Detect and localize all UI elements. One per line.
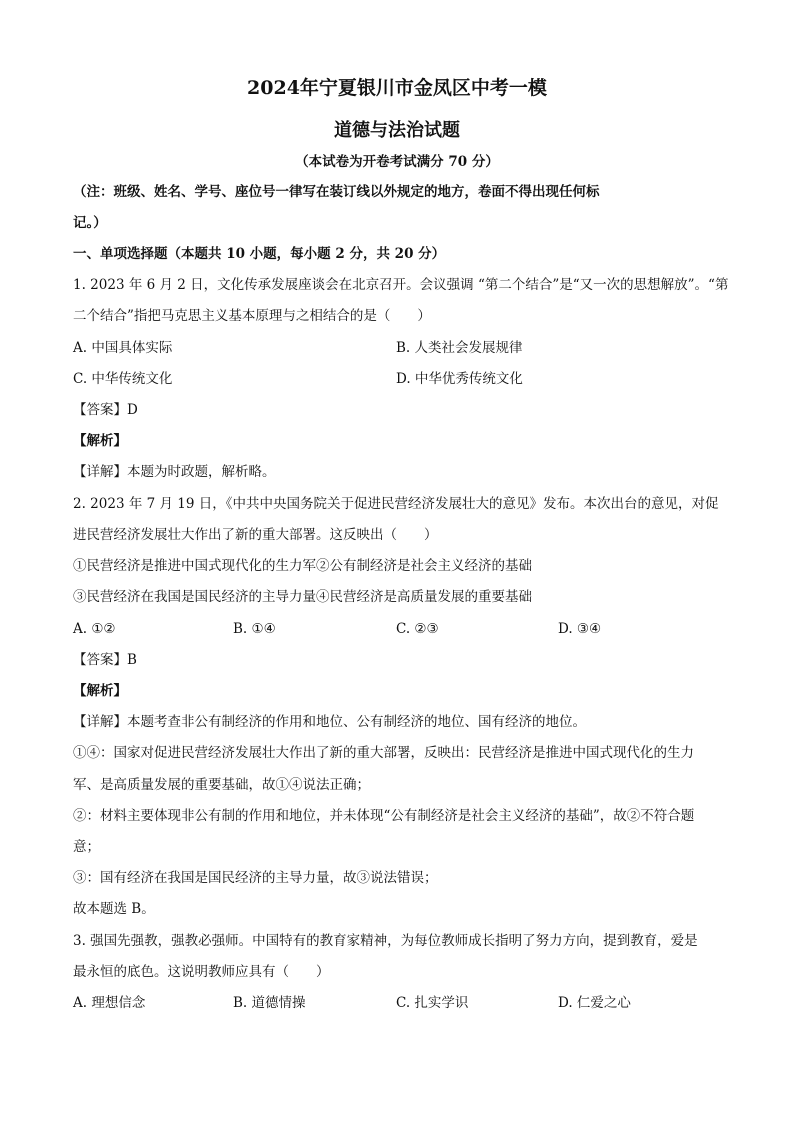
q2-detail: 【详解】本题考查非公有制经济的作用和地位、公有制经济的地位、国有经济的地位。 (73, 714, 586, 730)
notice-line-2: 记。） (73, 215, 107, 231)
q3-option-c: C. 扎实学识 (396, 995, 469, 1011)
q2-stem-line-1: 2. 2023 年 7 月 19 日，《中共中央国务院关于促进民营经济发展壮大的意见》发布。本次出台的意见，对促 (73, 496, 719, 512)
q2-conclusion: 故本题选 B。 (73, 901, 155, 917)
q1-option-b: B. 人类社会发展规律 (396, 340, 523, 356)
q2-statement-line-2: ③民营经济在我国是国民经济的主导力量④民营经济是高质量发展的重要基础 (73, 589, 532, 605)
q1-option-d: D. 中华优秀传统文化 (396, 371, 523, 387)
notice-line-1: （注：班级、姓名、学号、座位号一律写在装订线以外规定的地方，卷面不得出现任何标 (73, 184, 600, 200)
q2-statement-line-1: ①民营经济是推进中国式现代化的生力军②公有制经济是社会主义经济的基础 (73, 558, 532, 574)
q2-option-c: C. ②③ (396, 621, 439, 637)
q3-option-d: D. 仁爱之心 (558, 995, 631, 1011)
q3-stem-line-1: 3. 强国先强教，强教必强师。中国特有的教育家精神，为每位教师成长指明了努力方向，提到教育，爱是 (73, 933, 698, 949)
q1-analysis-label: 【解析】 (73, 433, 127, 449)
q2-explanation-2-line-2: 意； (73, 839, 100, 855)
q1-stem-line-2: 二个结合”指把马克思主义基本原理与之相结合的是（ ） (73, 308, 431, 324)
q2-analysis-label: 【解析】 (73, 683, 127, 699)
q1-detail: 【详解】本题为时政题，解析略。 (73, 464, 276, 480)
q1-option-c: C. 中华传统文化 (73, 371, 173, 387)
q1-answer: 【答案】D (73, 402, 138, 418)
q2-option-b: B. ①④ (233, 621, 276, 637)
q2-explanation-1-line-2: 军、是高质量发展的重要基础，故①④说法正确； (73, 777, 370, 793)
q2-explanation-2-line-1: ②：材料主要体现非公有制的作用和地位，并未体现“公有制经济是社会主义经济的基础”，故②不符合题 (73, 808, 695, 824)
q2-answer: 【答案】B (73, 652, 137, 668)
q3-option-b: B. 道德情操 (233, 995, 306, 1011)
page-title: 2024年宁夏银川市金凤区中考一模 (247, 77, 547, 99)
q2-stem-line-2: 进民营经济发展壮大作出了新的重大部署。这反映出（ ） (73, 527, 438, 543)
q2-explanation-3: ③：国有经济在我国是国民经济的主导力量，故③说法错误； (73, 870, 438, 886)
page-subtitle: 道德与法治试题 (334, 120, 460, 141)
q3-option-a: A. 理想信念 (73, 995, 146, 1011)
q2-option-a: A. ①② (73, 621, 116, 637)
q2-option-d: D. ③④ (558, 621, 602, 637)
q3-stem-line-2: 最永恒的底色。这说明教师应具有（ ） (73, 964, 330, 980)
score-note: （本试卷为开卷考试满分 70 分） (295, 154, 499, 170)
q1-option-a: A. 中国具体实际 (73, 340, 173, 356)
q1-stem-line-1: 1. 2023 年 6 月 2 日，文化传承发展座谈会在北京召开。会议强调 “第二个结合”是“又一次的思想解放”。“第 (73, 277, 729, 293)
section-title: 一、单项选择题（本题共 10 小题，每小题 2 分，共 20 分） (73, 246, 446, 262)
q2-explanation-1-line-1: ①④：国家对促进民营经济发展壮大作出了新的重大部署，反映出：民营经济是推进中国式现代化的生力 (73, 745, 694, 761)
